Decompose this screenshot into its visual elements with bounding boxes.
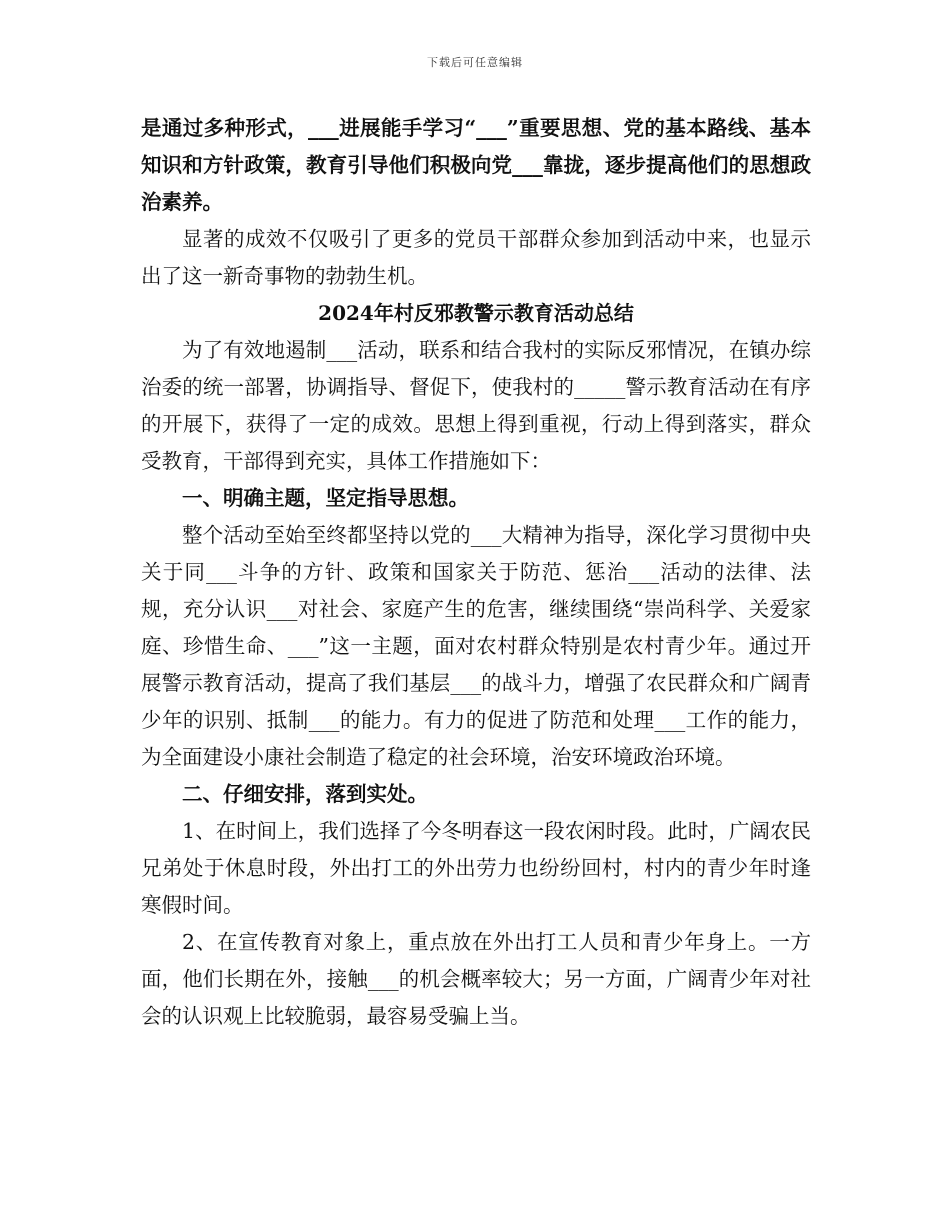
document-body	[141, 110, 811, 1035]
page-header: 下载后可任意编辑	[427, 56, 523, 69]
section-heading-2: 二、仔细安排，落到实处。	[182, 782, 428, 806]
paragraph-1: 为了有效地遏制___活动，联系和结合我村的实际反邪情况，在镇办综治委的统一部署，协调指导、督促下，使我村的_____警示教育活动在有序的开展下，获得了一定的成效。思想上得到重视，行动上得到落实，群众受教育，干部得到充实，具体工作措施如下：	[141, 338, 811, 473]
section-heading-1: 一、明确主题，坚定指导思想。	[182, 486, 469, 510]
intro-result-paragraph: 显著的成效不仅吸引了更多的党员干部群众参加到活动中来，也显示出了这一新奇事物的勃勃生机。	[141, 227, 811, 288]
document-title: 2024年村反邪教警示教育活动总结	[318, 301, 634, 325]
paragraph-2: 整个活动至始至终都坚持以党的___大精神为指导，深化学习贯彻中央关于同___斗争的方针、政策和国家关于防范、惩治___活动的法律、法规，充分认识___对社会、家庭产生的危害，继续围绕“崇尚科学、关爱家庭、珍惜生命、___”这一主题，面对农村群众特别是农村青少年。通过开展警示教育活动，提高了我们基层___的战斗力，增强了农民群众和广阔青少年的识别、抵制___的能力。有力的促进了防范和处理___工作的能力，为全面建设小康社会制造了稳定的社会环境，治安环境政治环境。	[141, 523, 811, 769]
paragraph-3: 1、在时间上，我们选择了今冬明春这一段农闲时段。此时，广阔农民兄弟处于休息时段，外出打工的外出劳力也纷纷回村，村内的青少年时逢寒假时间。	[141, 819, 811, 917]
paragraph-4: 2、在宣传教育对象上，重点放在外出打工人员和青少年身上。一方面，他们长期在外，接触___的机会概率较大；另一方面，广阔青少年对社会的认识观上比较脆弱，最容易受骗上当。	[141, 930, 811, 1028]
intro-paragraph: 是通过多种形式，___进展能手学习“___”重要思想、党的基本路线、基本知识和方针政策，教育引导他们积极向党___靠拢，逐步提高他们的思想政治素养。	[141, 116, 811, 214]
